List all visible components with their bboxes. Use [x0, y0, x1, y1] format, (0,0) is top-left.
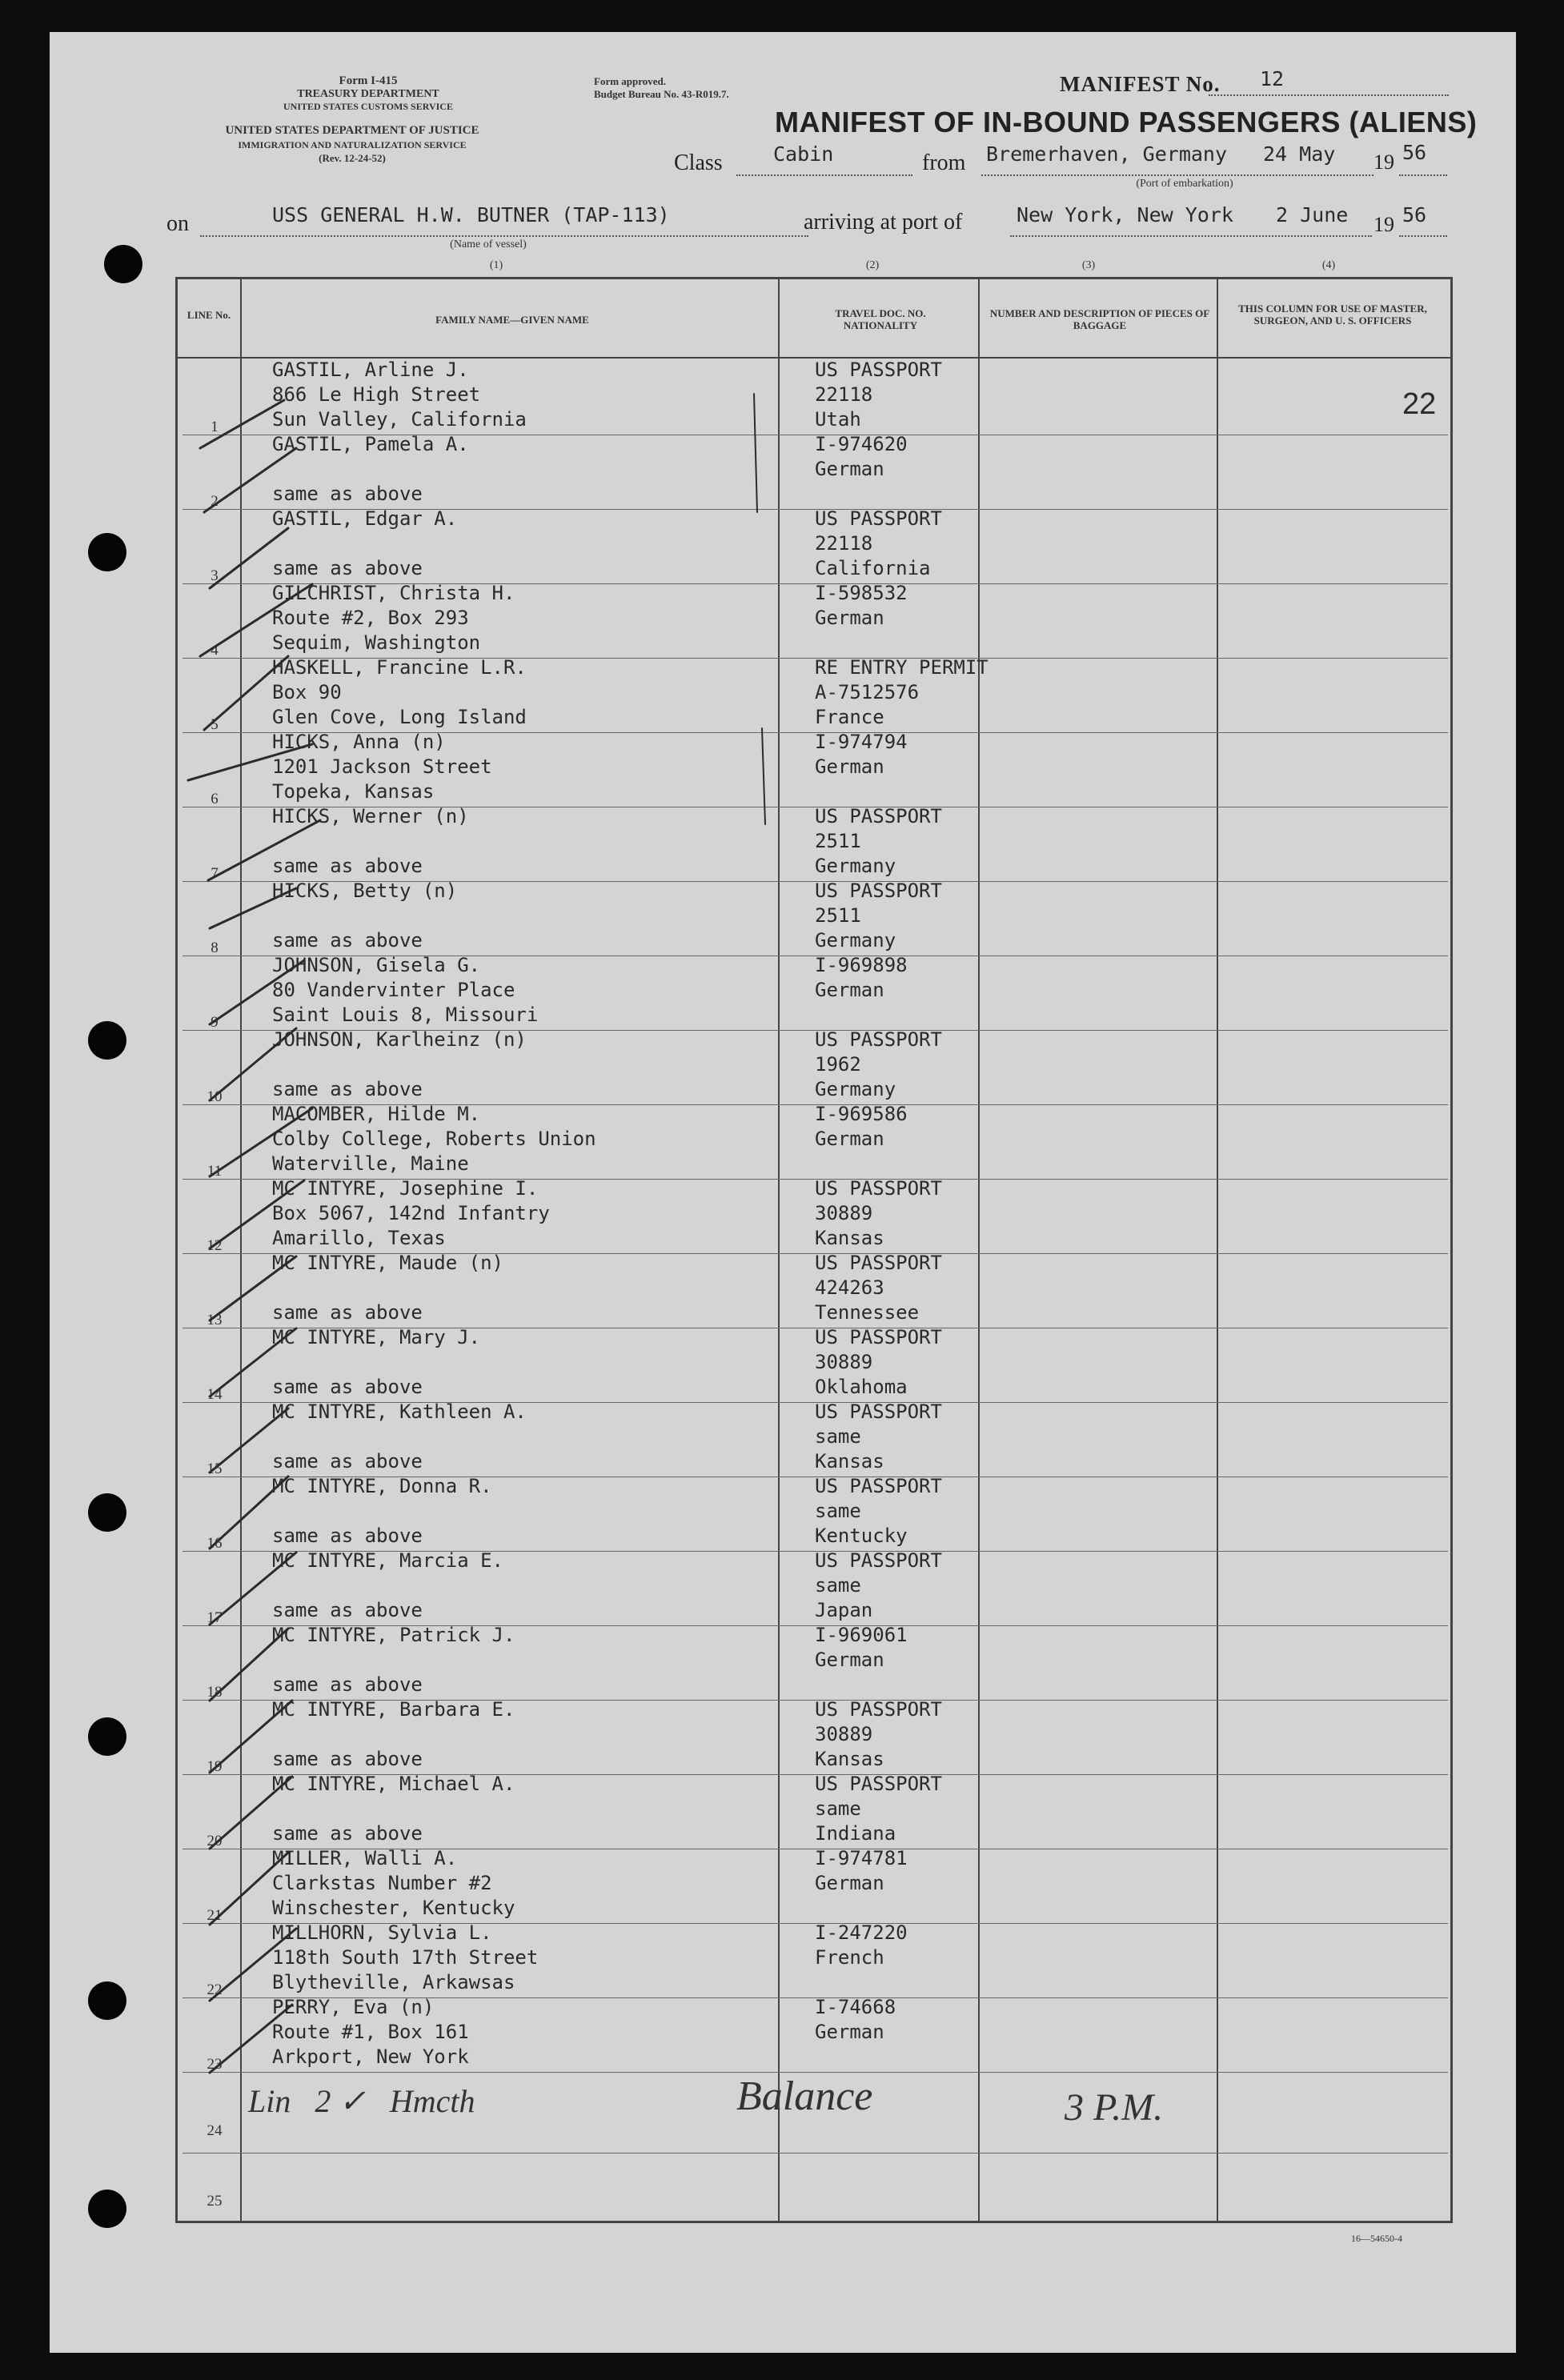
- line-number: 1: [211, 419, 219, 435]
- passenger-city: same as above: [272, 557, 423, 579]
- doc-number: 30889: [815, 1202, 873, 1224]
- customs-service: UNITED STATES CUSTOMS SERVICE: [283, 101, 453, 112]
- line-number: 6: [211, 791, 219, 807]
- line-number: 2: [211, 493, 219, 510]
- line-number: 15: [207, 1460, 223, 1477]
- binder-hole: [88, 2190, 126, 2228]
- travel-doc: I-969586: [815, 1103, 908, 1125]
- binder-hole: [88, 533, 126, 571]
- manifest-number-label: MANIFEST No.: [1060, 72, 1221, 96]
- doc-number: same: [815, 1425, 861, 1448]
- passenger-name: HICKS, Anna (n): [272, 731, 446, 753]
- arrival-year-line: [1399, 235, 1447, 237]
- manifest-number-line: [1209, 94, 1449, 96]
- arrival-year: 56: [1402, 203, 1427, 226]
- row-rule: [182, 2153, 1448, 2154]
- travel-doc: US PASSPORT: [815, 1400, 942, 1423]
- passenger-city: same as above: [272, 1673, 423, 1696]
- line-number: 12: [207, 1237, 223, 1254]
- travel-doc: US PASSPORT: [815, 1177, 942, 1200]
- travel-doc: RE ENTRY PERMIT: [815, 656, 989, 679]
- doc-number: French: [815, 1946, 884, 1969]
- passenger-city: Topeka, Kansas: [272, 780, 435, 803]
- passenger-city: same as above: [272, 483, 423, 505]
- arrival-port: New York, New York: [1017, 203, 1233, 226]
- line-number: 13: [207, 1312, 223, 1328]
- budget-bureau: Budget Bureau No. 43-R019.7.: [594, 88, 729, 100]
- passenger-city: same as above: [272, 1376, 423, 1398]
- travel-doc: US PASSPORT: [815, 1773, 942, 1795]
- handwritten-signature: Balance: [736, 2073, 873, 2119]
- travel-doc: US PASSPORT: [815, 1028, 942, 1051]
- travel-doc: I-74668: [815, 1996, 896, 2018]
- nationality: Tennessee: [815, 1301, 920, 1324]
- class-label: Class: [674, 150, 723, 175]
- doc-number: German: [815, 458, 884, 480]
- line-number: 25: [207, 2193, 223, 2210]
- line-number: 5: [211, 716, 219, 733]
- embarkation-year: 56: [1402, 141, 1427, 164]
- col-number-1: (1): [489, 259, 503, 271]
- nationality: Germany: [815, 929, 896, 952]
- travel-doc: I-974781: [815, 1847, 908, 1869]
- manifest-number: 12: [1260, 67, 1285, 90]
- form-number: Form I-415: [339, 74, 398, 87]
- binder-hole: [88, 1021, 126, 1060]
- col-divider: [778, 277, 780, 2222]
- nationality: Kansas: [815, 1748, 884, 1770]
- passenger-city: same as above: [272, 1748, 423, 1770]
- passenger-address: Colby College, Roberts Union: [272, 1128, 596, 1150]
- passenger-name: HICKS, Betty (n): [272, 879, 458, 902]
- manifest-title: MANIFEST OF IN-BOUND PASSENGERS (ALIENS): [775, 106, 1478, 138]
- col-number-4: (4): [1321, 259, 1336, 271]
- arriving-label: arriving at port of: [804, 210, 963, 234]
- nationality: Kansas: [815, 1450, 884, 1472]
- line-number: 9: [211, 1014, 219, 1031]
- nationality: Kentucky: [815, 1525, 908, 1547]
- arrival-year-prefix: 19: [1374, 213, 1394, 236]
- doc-number: 30889: [815, 1351, 873, 1373]
- passenger-city: same as above: [272, 1822, 423, 1845]
- passenger-city: Amarillo, Texas: [272, 1227, 446, 1249]
- nationality: Germany: [815, 855, 896, 877]
- doc-number: German: [815, 755, 884, 778]
- line-number: 16: [207, 1535, 223, 1552]
- travel-doc: US PASSPORT: [815, 1475, 942, 1497]
- line-number: 24: [207, 2122, 223, 2139]
- line-number: 3: [211, 567, 219, 584]
- travel-doc: US PASSPORT: [815, 1698, 942, 1721]
- passenger-name: MC INTYRE, Mary J.: [272, 1326, 481, 1348]
- passenger-city: Glen Cove, Long Island: [272, 706, 527, 728]
- passenger-city: same as above: [272, 1078, 423, 1100]
- col-divider: [978, 277, 980, 2222]
- line-number: 8: [211, 940, 219, 956]
- passenger-city: same as above: [272, 1599, 423, 1621]
- col-number-3: (3): [1081, 259, 1096, 271]
- header-baggage: NUMBER AND DESCRIPTION OF PIECES OF BAGGAGE: [989, 307, 1210, 331]
- class-line: [736, 174, 912, 176]
- line-number: 22: [207, 1981, 223, 1998]
- doc-number: 2511: [815, 904, 861, 927]
- travel-doc: US PASSPORT: [815, 805, 942, 827]
- passenger-name: MC INTYRE, Patrick J.: [272, 1624, 515, 1646]
- form-revision: (Rev. 12-24-52): [319, 152, 386, 164]
- nationality: Japan: [815, 1599, 873, 1621]
- nationality: California: [815, 557, 931, 579]
- passenger-address: Box 5067, 142nd Infantry: [272, 1202, 550, 1224]
- passenger-address: Box 90: [272, 681, 342, 703]
- embarkation-port: Bremerhaven, Germany: [986, 142, 1228, 166]
- passenger-name: MILLER, Walli A.: [272, 1847, 458, 1869]
- travel-doc: US PASSPORT: [815, 1326, 942, 1348]
- passenger-name: MC INTYRE, Michael A.: [272, 1773, 515, 1795]
- passenger-city: same as above: [272, 1450, 423, 1472]
- line-number: 11: [207, 1163, 223, 1180]
- header-officers: THIS COLUMN FOR USE OF MASTER, SURGEON, AND U. S. OFFICERS: [1238, 303, 1427, 327]
- doc-number: 424263: [815, 1276, 884, 1299]
- passenger-name: MC INTYRE, Barbara E.: [272, 1698, 515, 1721]
- doc-number: 22118: [815, 383, 873, 406]
- passenger-name: MC INTYRE, Kathleen A.: [272, 1400, 527, 1423]
- doc-number: A-7512576: [815, 681, 920, 703]
- on-label: on: [166, 211, 189, 236]
- nationality: Indiana: [815, 1822, 896, 1845]
- doc-number: 22118: [815, 532, 873, 555]
- vessel-name: USS GENERAL H.W. BUTNER (TAP-113): [272, 203, 670, 226]
- travel-doc: US PASSPORT: [815, 1549, 942, 1572]
- travel-doc: US PASSPORT: [815, 879, 942, 902]
- passenger-name: JOHNSON, Karlheinz (n): [272, 1028, 527, 1051]
- nationality: Germany: [815, 1078, 896, 1100]
- passenger-city: same as above: [272, 855, 423, 877]
- doc-number: same: [815, 1797, 861, 1820]
- doc-number: same: [815, 1574, 861, 1597]
- passenger-name: MACOMBER, Hilde M.: [272, 1103, 481, 1125]
- doc-number: 1962: [815, 1053, 861, 1076]
- passenger-city: Saint Louis 8, Missouri: [272, 1004, 539, 1026]
- travel-doc: I-247220: [815, 1921, 908, 1944]
- handwritten-time: 3 P.M.: [1065, 2086, 1164, 2129]
- passenger-name: GILCHRIST, Christa H.: [272, 582, 515, 604]
- line-number: 18: [207, 1684, 223, 1701]
- embarkation-date: 24 May: [1263, 142, 1336, 166]
- passenger-city: Winschester, Kentucky: [272, 1897, 515, 1919]
- passenger-city: same as above: [272, 1525, 423, 1547]
- col-number-2: (2): [865, 259, 880, 271]
- passenger-city: Sequim, Washington: [272, 631, 481, 654]
- passenger-city: Arkport, New York: [272, 2045, 469, 2068]
- passenger-name: MILLHORN, Sylvia L.: [272, 1921, 492, 1944]
- vessel-line: [200, 235, 808, 237]
- port-embarkation-caption: (Port of embarkation): [1136, 178, 1233, 190]
- passenger-address: 866 Le High Street: [272, 383, 481, 406]
- year-prefix: 19: [1374, 150, 1394, 174]
- dept-treasury: TREASURY DEPARTMENT: [297, 88, 439, 100]
- binder-hole: [104, 245, 142, 283]
- vessel-caption: (Name of vessel): [450, 238, 527, 250]
- line-number: 19: [207, 1758, 223, 1775]
- class-value: Cabin: [773, 142, 834, 166]
- travel-doc: US PASSPORT: [815, 507, 942, 530]
- doc-number: German: [815, 979, 884, 1001]
- travel-doc: I-974794: [815, 731, 908, 753]
- arrival-line: [1010, 235, 1372, 237]
- line-number: 17: [207, 1609, 223, 1626]
- passenger-address: Route #1, Box 161: [272, 2021, 469, 2043]
- travel-doc: I-598532: [815, 582, 908, 604]
- officer-note: 22: [1402, 387, 1437, 421]
- doc-number: German: [815, 2021, 884, 2043]
- line-number: 4: [211, 642, 219, 659]
- passenger-address: 80 Vandervinter Place: [272, 979, 515, 1001]
- passenger-address: 118th South 17th Street: [272, 1946, 539, 1969]
- header-line-no: LINE No.: [186, 309, 231, 321]
- doc-number: German: [815, 607, 884, 629]
- doc-number: German: [815, 1128, 884, 1150]
- passenger-city: same as above: [272, 1301, 423, 1324]
- nationality: Utah: [815, 408, 861, 431]
- line-number: 21: [207, 1907, 223, 1924]
- passenger-name: GASTIL, Edgar A.: [272, 507, 458, 530]
- passenger-address: Route #2, Box 293: [272, 607, 469, 629]
- passenger-name: PERRY, Eva (n): [272, 1996, 435, 2018]
- immigration-service: IMMIGRATION AND NATURALIZATION SERVICE: [238, 139, 467, 150]
- header-travel-doc: TRAVEL DOC. NO. NATIONALITY: [835, 307, 926, 331]
- line-number: 10: [207, 1088, 223, 1105]
- passenger-name: MC INTYRE, Marcia E.: [272, 1549, 503, 1572]
- line-number: 23: [207, 2056, 223, 2073]
- binder-hole: [88, 1981, 126, 2020]
- passenger-name: MC INTYRE, Maude (n): [272, 1252, 503, 1274]
- line-number: 14: [207, 1386, 223, 1403]
- doc-number: German: [815, 1872, 884, 1894]
- footer-code: 16—54650-4: [1351, 2233, 1402, 2244]
- from-line: [981, 174, 1374, 176]
- travel-doc: US PASSPORT: [815, 359, 942, 381]
- passenger-name: MC INTYRE, Donna R.: [272, 1475, 492, 1497]
- passenger-address: 1201 Jackson Street: [272, 755, 492, 778]
- doc-number: 30889: [815, 1723, 873, 1745]
- handwritten-notes: Lin 2 ✓ Hmcth: [248, 2083, 475, 2119]
- passenger-name: GASTIL, Pamela A.: [272, 433, 469, 455]
- year-line: [1399, 174, 1447, 176]
- passenger-city: Blytheville, Arkawsas: [272, 1971, 515, 1993]
- doc-number: 2511: [815, 830, 861, 852]
- doc-number: German: [815, 1649, 884, 1671]
- arrival-date: 2 June: [1276, 203, 1349, 226]
- passenger-name: HICKS, Werner (n): [272, 805, 469, 827]
- travel-doc: US PASSPORT: [815, 1252, 942, 1274]
- passenger-name: GASTIL, Arline J.: [272, 359, 469, 381]
- header-name: FAMILY NAME—GIVEN NAME: [435, 314, 589, 326]
- form-approved: Form approved.: [594, 75, 667, 87]
- col-divider: [1217, 277, 1218, 2222]
- passenger-city: same as above: [272, 929, 423, 952]
- nationality: France: [815, 706, 884, 728]
- binder-hole: [88, 1717, 126, 1756]
- dept-justice: UNITED STATES DEPARTMENT OF JUSTICE: [225, 124, 479, 137]
- passenger-city: Waterville, Maine: [272, 1152, 469, 1175]
- travel-doc: I-969061: [815, 1624, 908, 1646]
- passenger-name: HASKELL, Francine L.R.: [272, 656, 527, 679]
- nationality: Kansas: [815, 1227, 884, 1249]
- nationality: Oklahoma: [815, 1376, 908, 1398]
- travel-doc: I-969898: [815, 954, 908, 976]
- passenger-name: MC INTYRE, Josephine I.: [272, 1177, 539, 1200]
- from-label: from: [922, 150, 966, 175]
- travel-doc: I-974620: [815, 433, 908, 455]
- binder-hole: [88, 1493, 126, 1532]
- doc-number: same: [815, 1500, 861, 1522]
- line-number: 7: [211, 865, 219, 882]
- passenger-address: Clarkstas Number #2: [272, 1872, 492, 1894]
- line-number: 20: [207, 1833, 223, 1849]
- passenger-city: Sun Valley, California: [272, 408, 527, 431]
- passenger-name: JOHNSON, Gisela G.: [272, 954, 481, 976]
